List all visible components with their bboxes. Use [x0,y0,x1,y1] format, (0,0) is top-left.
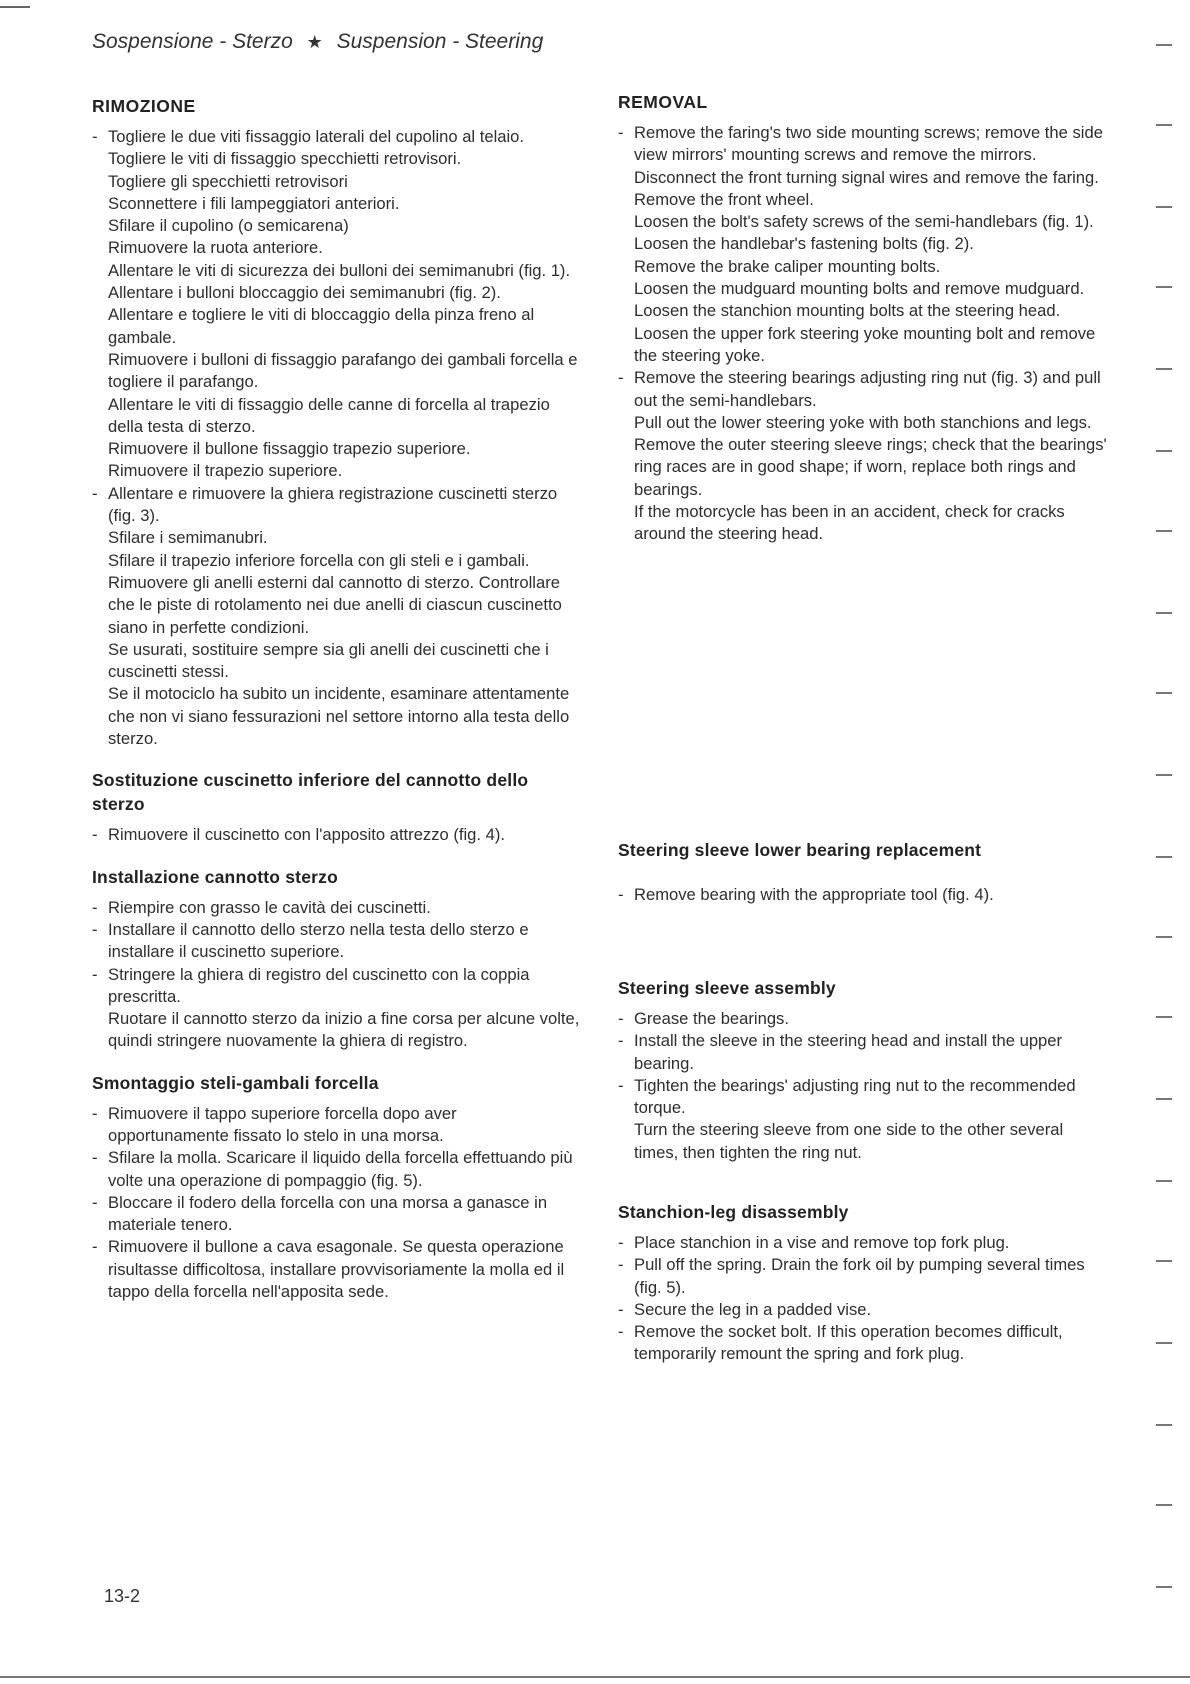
list-item-line: Remove the brake caliper mounting bolts. [634,256,941,276]
list-item-line: - Rimuovere il cuscinetto con l'apposito attrezzo (fig. 4). [108,825,505,845]
it-lower-bearing-list [92,824,580,846]
it-disassembly-title: Smontaggio steli-gambali forcella [92,1072,379,1093]
list-item-line: - Allentare e rimuovere la ghiera registrazione cuscinetti sterzo (fig. 3). [108,483,558,526]
it-disassembly-list [92,1103,580,1304]
en-assembly-section [618,976,1108,1164]
edge-mark [1156,1260,1172,1262]
list-item [618,1075,1108,1164]
header-title-italian: Sospensione - Sterzo [92,30,293,53]
list-item-line: - Riempire con grasso le cavità dei cuscinetti. [108,897,431,917]
it-removal-section [92,94,580,750]
list-item [92,1192,580,1237]
list-item-line: Allentare le viti di sicurezza dei bulloni dei semimanubri (fig. 1). [108,260,571,280]
edge-mark [1156,368,1172,370]
it-disassembly-section [92,1071,580,1304]
list-item-line: Rimuovere il bullone fissaggio trapezio superiore. [108,439,471,459]
edge-mark [1156,856,1172,858]
edge-mark [1156,1098,1172,1100]
it-installation-section [92,865,580,1053]
it-removal-list [92,126,580,750]
list-item-line: - Remove the steering bearings adjusting ring nut (fig. 3) and pull out the semi-handlebars. [634,368,1101,410]
it-lower-bearing-section [92,768,580,846]
list-item [618,1232,1108,1254]
list-item-line: Loosen the handlebar's fastening bolts (fig. 2). [634,234,974,254]
edge-mark [1156,1424,1172,1426]
list-item [618,1254,1108,1299]
list-item [618,1299,1108,1321]
list-item [618,122,1108,367]
list-item-line: Togliere gli specchietti retrovisori [108,171,348,191]
edge-mark [1156,124,1172,126]
edge-mark [1156,1504,1172,1506]
list-item-line: - Rimuovere il bullone a cava esagonale. Se questa operazione risultasse difficoltosa, installare provvisoriamente la molla ed il tappo della forcella nell'apposita sede. [108,1237,565,1302]
list-item-line: Rimuovere gli anelli esterni dal cannotto di sterzo. Controllare che le piste di rotolamento nei due anelli di ciascun cuscinetto siano in perfette condizioni. [108,572,562,637]
list-item-line: Loosen the stanchion mounting bolts at the steering head. [634,301,1061,321]
list-item-line: - Remove the faring's two side mounting screws; remove the side view mirrors' mounting screws and remove the mirrors. [634,123,1103,165]
list-item [618,367,1108,545]
page-number: 13-2 [104,1586,141,1606]
list-item-line: - Installare il cannotto dello sterzo nella testa dello sterzo e installare il cuscinetto superiore. [108,919,529,962]
list-item [92,897,580,919]
list-item-line: Turn the steering sleeve from one side to the other several times, then tighten the ring nut. [634,1120,1064,1162]
list-item [92,1103,580,1148]
corner-scan-mark [0,6,30,8]
en-lower-bearing-section [618,838,1108,906]
edge-mark [1156,692,1172,694]
list-item [92,1236,580,1303]
star-icon: ★ [306,32,323,52]
list-item-line: Allentare i bulloni bloccaggio dei semimanubri (fig. 2). [108,283,501,303]
list-item [92,824,580,846]
list-item-line: - Tighten the bearings' adjusting ring nut to the recommended torque. [634,1075,1076,1118]
list-item-line: Se usurati, sostituire sempre sia gli anelli dei cuscinetti che i cuscinetti stessi. [108,639,549,682]
list-item-line: Rimuovere la ruota anteriore. [108,238,323,258]
edge-mark [1156,286,1172,288]
header-title-english: Suspension - Steering [336,30,544,53]
list-item-line: - Bloccare il fodero della forcella con una morsa a ganasce in materiale tenero. [108,1192,548,1235]
edge-mark [1156,450,1172,452]
list-item-line: Sconnettere i fili lampeggiatori anteriori. [108,193,400,213]
en-assembly-title: Steering sleeve assembly [618,978,836,998]
edge-mark [1156,774,1172,776]
edge-mark [1156,44,1172,46]
edge-mark [1156,1180,1172,1182]
en-lower-bearing-title: Steering sleeve lower bearing replacement [618,840,982,860]
list-item-line: Ruotare il cannotto sterzo da inizio a fine corsa per alcune volte, quindi stringere nuovamente la ghiera di registro. [108,1009,580,1051]
list-item-line: Se il motociclo ha subito un incidente, esaminare attentamente che non vi siano fessurazioni nel settore intorno alla testa dello sterzo. [108,684,570,749]
list-item [618,1030,1108,1075]
list-item-line: Sfilare i semimanubri. [108,528,268,548]
list-item-line: - Remove the socket bolt. If this operation becomes difficult, temporarily remount the spring and fork plug. [634,1322,1063,1364]
list-item-line: - Togliere le due viti fissaggio laterali del cupolino al telaio. Togliere le viti di fissaggio specchietti retrovisori. [108,127,525,169]
en-removal-list [618,122,1108,546]
en-lower-bearing-list [618,884,1108,906]
edge-mark [1156,612,1172,614]
edge-mark [1156,936,1172,938]
list-item-line: Remove the outer steering sleeve rings; check that the bearings' ring races are in good shape; if worn, replace both rings and bearings. [634,435,1107,499]
list-item [92,483,580,751]
en-removal-title: REMOVAL [618,92,708,112]
list-item-line: - Pull off the spring. Drain the fork oil by pumping several times (fig. 5). [634,1255,1085,1297]
list-item-line: - Place stanchion in a vise and remove top fork plug. [634,1233,1010,1252]
list-item [618,1008,1108,1030]
list-item-line: Remove the front wheel. [634,189,814,209]
list-item-line: - Sfilare la molla. Scaricare il liquido della forcella effettuando più volte una operazione di pompaggio (fig. 5). [108,1148,573,1190]
list-item-line: - Install the sleeve in the steering head and install the upper bearing. [634,1031,1063,1073]
list-item-line: Loosen the bolt's safety screws of the semi-handlebars (fig. 1). [634,212,1094,232]
edge-mark [1156,1586,1172,1588]
bottom-scan-rule [0,1676,1190,1678]
list-item [92,1147,580,1192]
en-disassembly-list [618,1232,1108,1366]
list-item-line: - Grease the bearings. [634,1009,789,1028]
english-column [618,90,1108,1364]
list-item-line: Pull out the lower steering yoke with both stanchions and legs. [634,412,1092,432]
list-item-line: - Rimuovere il tappo superiore forcella dopo aver opportunamente fissato lo stelo in una morsa. [108,1103,457,1145]
list-item-line: Disconnect the front turning signal wires and remove the faring. [634,167,1099,187]
edge-mark [1156,206,1172,208]
en-removal-section [618,90,1108,546]
edge-mark [1156,1342,1172,1344]
edge-mark [1156,1016,1172,1018]
list-item-line: If the motorcycle has been in an accident, check for cracks around the steering head. [634,502,1065,544]
italian-column [92,90,580,1303]
list-item-line: - Stringere la ghiera di registro del cuscinetto con la coppia prescritta. [108,964,530,1006]
list-item [618,1321,1108,1366]
list-item-line: Allentare e togliere le viti di bloccaggio della pinza freno al gambale. [108,305,535,347]
list-item-line: Rimuovere i bulloni di fissaggio parafango dei gambali forcella e togliere il parafango. [108,349,578,392]
list-item-line: Allentare le viti di fissaggio delle canne di forcella al trapezio della testa di sterzo. [108,394,550,436]
en-disassembly-title: Stanchion-leg disassembly [618,1202,849,1222]
list-item-line: Sfilare il cupolino (o semicarena) [108,216,349,236]
en-disassembly-section [618,1200,1108,1366]
list-item-line: Loosen the mudguard mounting bolts and remove mudguard. [634,279,1085,299]
list-item [92,964,580,1053]
list-item-line: Loosen the upper fork steering yoke mounting bolt and remove the steering yoke. [634,323,1096,365]
list-item [92,919,580,964]
it-installation-list [92,897,580,1053]
list-item-line: - Remove bearing with the appropriate tool (fig. 4). [634,885,994,904]
it-lower-bearing-title: Sostituzione cuscinetto inferiore del cannotto dello sterzo [92,770,529,815]
list-item [618,884,1108,906]
list-item-line: Rimuovere il trapezio superiore. [108,461,343,481]
edge-mark [1156,530,1172,532]
list-item-line: Sfilare il trapezio inferiore forcella con gli steli e i gambali. [108,550,530,570]
it-removal-title: RIMOZIONE [92,96,196,116]
list-item-line: - Secure the leg in a padded vise. [634,1299,872,1319]
page-header [92,30,543,54]
en-assembly-list [618,1008,1108,1164]
it-installation-title: Installazione cannotto sterzo [92,866,338,887]
list-item [92,126,580,483]
